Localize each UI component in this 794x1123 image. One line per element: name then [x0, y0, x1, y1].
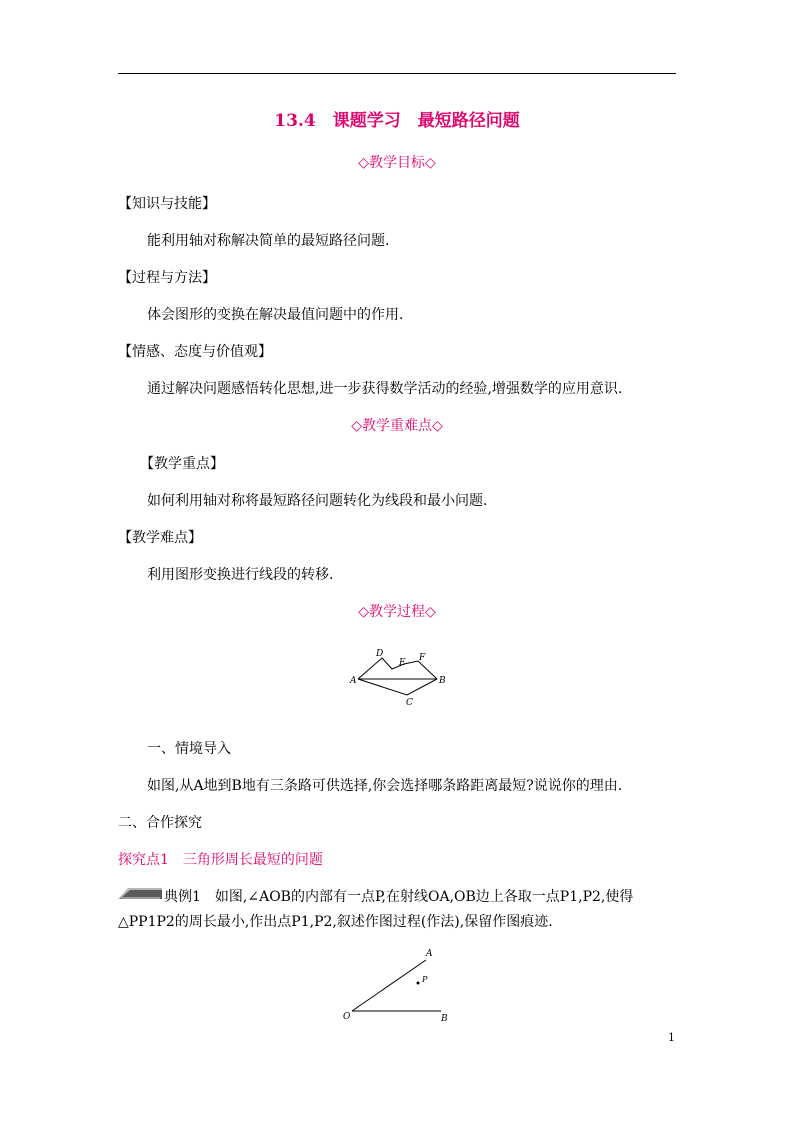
- section-goals-heading: ◇教学目标◇: [358, 155, 436, 171]
- label-o: O: [343, 1012, 351, 1022]
- focus-text: 如何利用轴对称将最短路径问题转化为线段和最小问题.: [147, 493, 488, 509]
- example-line-1: 典例1 如图,∠AOB的内部有一点P,在射线OA,OB边上各取一点P1,P2,使得: [164, 889, 634, 905]
- label-a2: A: [426, 949, 433, 959]
- intro-heading: 一、情境导入: [147, 741, 231, 757]
- section-key-points-heading: ◇教学重难点◇: [351, 418, 443, 434]
- explore-point-title: 探究点1 三角形周长最短的问题: [118, 852, 323, 868]
- intro-text: 如图,从A地到B地有三条路可供选择,你会选择哪条路距离最短?说说你的理由.: [147, 778, 623, 794]
- label-d: D: [376, 649, 384, 659]
- knowledge-text: 能利用轴对称解决简单的最短路径问题.: [147, 233, 390, 249]
- process-method-heading: 【过程与方法】: [118, 270, 216, 286]
- path-diagram: [340, 644, 455, 710]
- point-p: [417, 982, 420, 985]
- label-a: A: [350, 676, 357, 686]
- emotion-text: 通过解决问题感悟转化思想,进一步获得数学活动的经验,增强数学的应用意识.: [147, 381, 623, 397]
- label-p: P: [422, 975, 428, 984]
- label-b: B: [439, 676, 446, 686]
- emotion-heading: 【情感、态度与价值观】: [118, 344, 272, 360]
- label-c: C: [406, 698, 413, 708]
- page-title: 13.4 课题学习 最短路径问题: [274, 111, 520, 131]
- label-b2: B: [441, 1014, 448, 1024]
- section-process-heading: ◇教学过程◇: [358, 604, 436, 620]
- difficulty-heading: 【教学难点】: [118, 530, 202, 546]
- page-number: 1: [668, 1031, 675, 1044]
- explore-heading: 二、合作探究: [118, 815, 202, 831]
- header-rule: [118, 73, 676, 74]
- example-icon: [118, 886, 162, 900]
- knowledge-heading: 【知识与技能】: [118, 196, 216, 212]
- path-acb: [358, 679, 437, 695]
- process-method-text: 体会图形的变换在解决最值问题中的作用.: [147, 307, 404, 323]
- label-f: F: [419, 653, 426, 663]
- angle-diagram: [338, 944, 458, 1026]
- difficulty-text: 利用图形变换进行线段的转移.: [147, 567, 334, 583]
- example-line-2: △PP1P2的周长最小,作出点P1,P2,叙述作图过程(作法),保留作图痕迹.: [118, 914, 553, 930]
- ray-oa: [352, 960, 426, 1011]
- focus-heading: 【教学重点】: [140, 456, 224, 472]
- label-e: E: [399, 658, 406, 668]
